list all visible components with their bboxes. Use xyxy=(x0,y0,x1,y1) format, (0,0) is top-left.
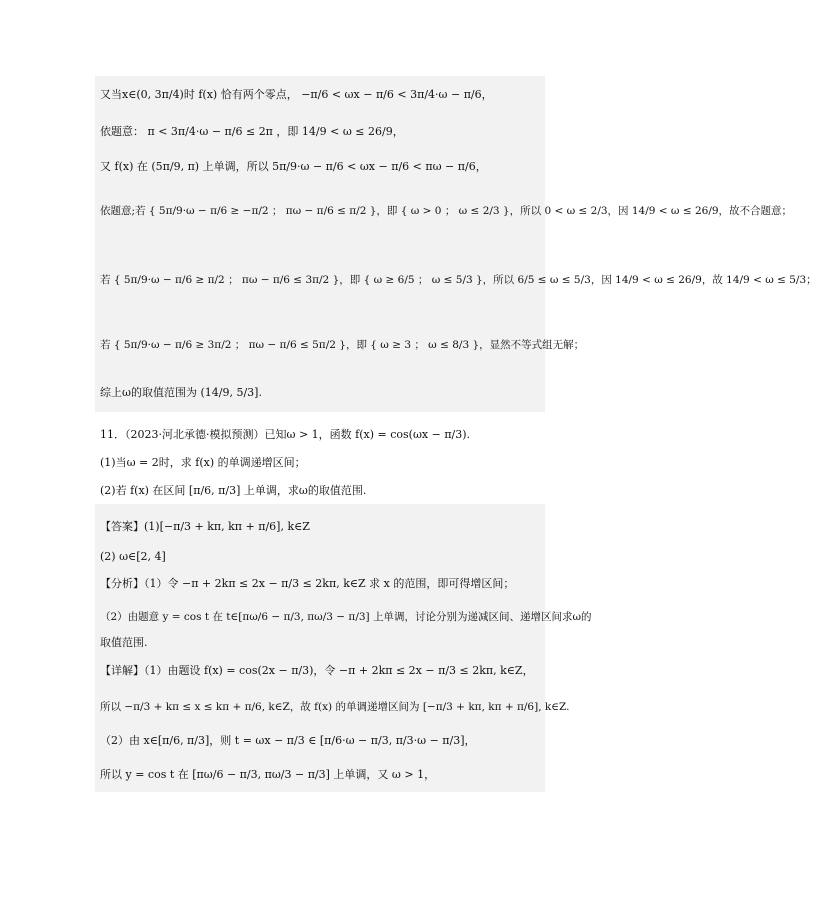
question-title: 11．（2023·河北承德·模拟预测）已知ω > 1，函数 f(x) = cos(ωx − π/3). xyxy=(100,428,471,441)
answer-panel xyxy=(95,504,545,792)
analysis-line: 取值范围. xyxy=(100,636,148,649)
detail-line: 所以 y = cos t 在 [πω/6 − π/3, πω/3 − π/3] 上单调，又 ω > 1， xyxy=(100,768,436,781)
text-line: 若 { 5π/9·ω − π/6 ≥ π/2 ； πω − π/6 ≤ 3π/2 }，即 { ω ≥ 6/5 ； ω ≤ 5/3 }，所以 6/5 ≤ ω ≤ 5/3，因 14/9 < ω ≤ 26/9，故 14/9 < ω ≤ 5/3； xyxy=(100,274,817,286)
text-line: 又当x∈(0, 3π/4)时 f(x) 恰有两个零点， −π/6 < ωx − π/6 < 3π/4·ω − π/6， xyxy=(100,88,493,101)
text-line: 依题意;若 { 5π/9·ω − π/6 ≥ −π/2 ； πω − π/6 ≤ π/2 }，即 { ω > 0 ； ω ≤ 2/3 }，所以 0 < ω ≤ 2/3，因 14/9 < ω ≤ 26/9，故不合题意； xyxy=(100,205,793,217)
analysis-line: 【分析】（1）令 −π + 2kπ ≤ 2x − π/3 ≤ 2kπ, k∈Z 求 x 的范围，即可得增区间； xyxy=(100,577,515,590)
text-line: 又 f(x) 在 (5π/9, π) 上单调，所以 5π/9·ω − π/6 < ωx − π/6 < πω − π/6， xyxy=(100,160,487,173)
answer-line: 【答案】(1)[−π/3 + kπ, kπ + π/6], k∈Z xyxy=(100,520,310,533)
text-line: 依题意： π < 3π/4·ω − π/6 ≤ 2π ，即 14/9 < ω ≤ 26/9， xyxy=(100,125,404,138)
text-line: 综上ω的取值范围为 (14/9, 5/3]. xyxy=(100,386,262,399)
question-part-2: (2)若 f(x) 在区间 [π/6, π/3] 上单调，求ω的取值范围. xyxy=(100,484,367,497)
text-line: 若 { 5π/9·ω − π/6 ≥ 3π/2 ； πω − π/6 ≤ 5π/2 }，即 { ω ≥ 3 ； ω ≤ 8/3 }，显然不等式组无解； xyxy=(100,339,585,351)
detail-line: （2）由 x∈[π/6, π/3]，则 t = ωx − π/3 ∈ [π/6·ω − π/3, π/3·ω − π/3]， xyxy=(100,734,476,747)
detail-line: 所以 −π/3 + kπ ≤ x ≤ kπ + π/6, k∈Z，故 f(x) 的单调递增区间为 [−π/3 + kπ, kπ + π/6], k∈Z. xyxy=(100,701,570,713)
analysis-line: （2）由题意 y = cos t 在 t∈[πω/6 − π/3, πω/3 − π/3] 上单调，讨论分别为递减区间、递增区间求ω的 xyxy=(100,611,592,623)
question-part-1: (1)当ω = 2时，求 f(x) 的单调递增区间； xyxy=(100,456,306,469)
answer-line: (2) ω∈[2, 4] xyxy=(100,550,166,563)
detail-line: 【详解】（1）由题设 f(x) = cos(2x − π/3)，令 −π + 2kπ ≤ 2x − π/3 ≤ 2kπ, k∈Z， xyxy=(100,664,534,677)
